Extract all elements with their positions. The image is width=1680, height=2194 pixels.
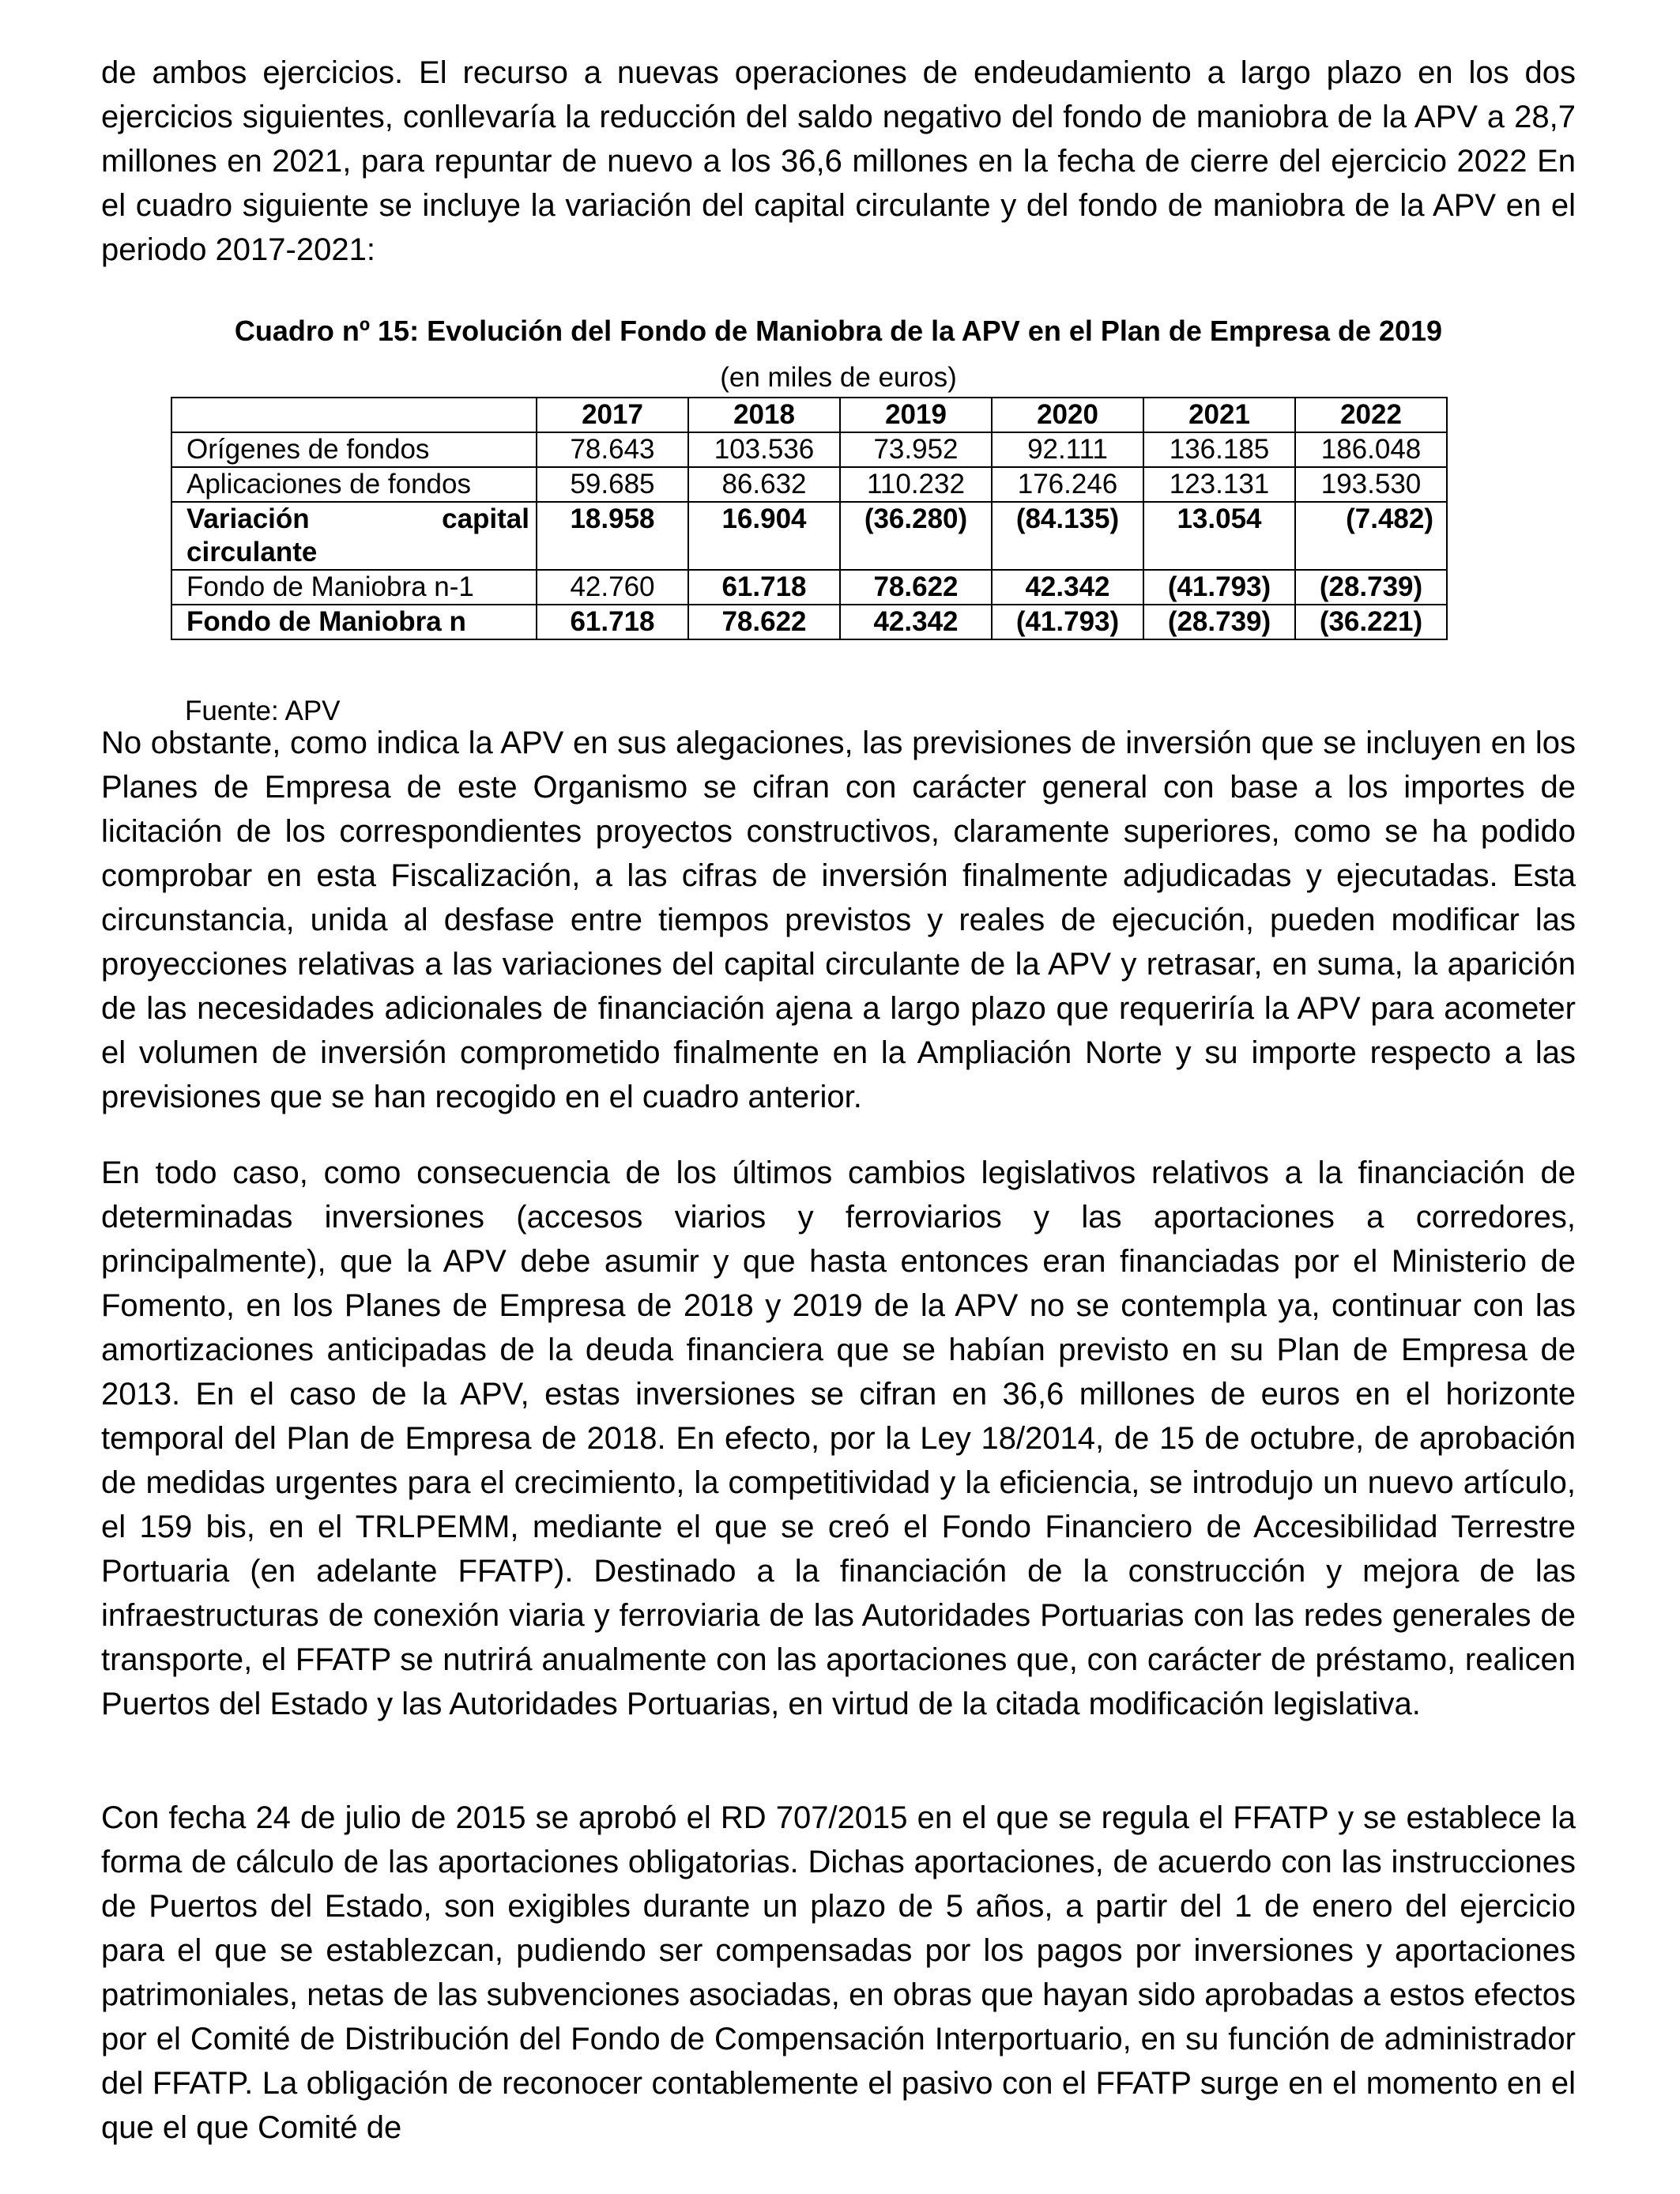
row-label: Fondo de Maniobra n [171, 605, 537, 639]
table-source: Fuente: APV [185, 696, 341, 726]
table-row [171, 605, 1447, 639]
table-cell: 92.111 [992, 432, 1143, 467]
table-cell: 186.048 [1295, 432, 1447, 467]
table-row [171, 432, 1447, 467]
table-cell: 59.685 [537, 467, 688, 502]
table-cell: 123.131 [1143, 467, 1295, 502]
table-cell: (36.221) [1295, 605, 1447, 639]
table-header-empty [171, 398, 537, 432]
table-cell: 61.718 [688, 570, 840, 605]
table-header-row [171, 398, 1447, 432]
table-caption: Cuadro nº 15: Evolución del Fondo de Maniobra de la APV en el Plan de Empresa de 2019 [234, 315, 1443, 347]
table-row [171, 467, 1447, 502]
table-cell: 193.530 [1295, 467, 1447, 502]
row-label [171, 502, 537, 570]
table-cell: 16.904 [688, 502, 840, 570]
table-cell: 18.958 [537, 502, 688, 570]
paragraph-intro: de ambos ejercicios. El recurso a nuevas operaciones de endeudamiento a largo plazo en los dos ejercicios siguientes, conllevaría la reducción del saldo negativo del fondo de maniobra de la APV a 28,7 millones en 2021, para repuntar de nuevo a los 36,6 millones en la fecha de cierre del ejercicio 2022 En el cuadro siguiente se incluye la variación del capital circulante y del fondo de maniobra de la APV en el periodo 2017-2021: [101, 55, 1576, 267]
table-cell: 42.342 [840, 605, 992, 639]
table-cell: (28.739) [1295, 570, 1447, 605]
year-header: 2021 [1143, 398, 1295, 432]
paragraph-second: No obstante, como indica la APV en sus alegaciones, las previsiones de inversión que se incluyen en los Planes de Empresa de este Organismo se cifran con carácter general con base a los importes de licitación de los correspondientes proyectos constructivos, claramente superiores, como se ha podido comprobar en esta Fiscalización, a las cifras de inversión finalmente adjudicadas y ejecutadas. Esta circunstancia, unida al desfase entre tiempos previstos y reales de ejecución, pueden modificar las proyecciones relativas a las variaciones del capital circulante de la APV y retrasar, en suma, la aparición de las necesidades adicionales de financiación ajena a largo plazo que requeriría la APV para acometer el volumen de inversión comprometido finalmente en la Ampliación Norte y su importe respecto a las previsiones que se han recogido en el cuadro anterior. [101, 726, 1576, 1114]
table-cell: 136.185 [1143, 432, 1295, 467]
row-label: Aplicaciones de fondos [171, 467, 537, 502]
year-header: 2022 [1295, 398, 1447, 432]
table-cell: (84.135) [992, 502, 1143, 570]
table-cell: (41.793) [992, 605, 1143, 639]
table-cell: 42.342 [992, 570, 1143, 605]
table-cell: 176.246 [992, 467, 1143, 502]
row-label-word: capital [442, 503, 529, 534]
table-cell: 42.760 [537, 570, 688, 605]
table-cell: 103.536 [688, 432, 840, 467]
table-row [171, 570, 1447, 605]
row-label: Orígenes de fondos [171, 432, 537, 467]
fondo-maniobra-table [171, 397, 1448, 640]
year-header: 2019 [840, 398, 992, 432]
table-row [171, 502, 1447, 570]
table-cell: 61.718 [537, 605, 688, 639]
paragraph-fourth: Con fecha 24 de julio de 2015 se aprobó el RD 707/2015 en el que se regula el FFATP y se establece la forma de cálculo de las aportaciones obligatorias. Dichas aportaciones, de acuerdo con las instrucciones de Puertos del Estado, son exigibles durante un plazo de 5 años, a partir del 1 de enero del ejercicio para el que se establezcan, pudiendo ser compensadas por los pagos por inversiones y aportaciones patrimoniales, netas de las subvenciones asociadas, en obras que hayan sido aprobadas a estos efectos por el Comité de Distribución del Fondo de Compensación Interportuario, en su función de administrador del FFATP. La obligación de reconocer contablemente el pasivo con el FFATP surge en el momento en el que el que Comité de [101, 1800, 1576, 2145]
table-units: (en miles de euros) [720, 362, 957, 393]
table-cell: 110.232 [840, 467, 992, 502]
row-label-word: Variación [186, 503, 310, 534]
year-header: 2017 [537, 398, 688, 432]
table-cell: 86.632 [688, 467, 840, 502]
year-header: 2018 [688, 398, 840, 432]
table-cell: 13.054 [1143, 502, 1295, 570]
table-cell: 78.643 [537, 432, 688, 467]
row-label-word: circulante [186, 537, 318, 567]
table-cell: 78.622 [840, 570, 992, 605]
year-header: 2020 [992, 398, 1143, 432]
table-cell: (7.482) [1295, 502, 1447, 570]
table-cell: (41.793) [1143, 570, 1295, 605]
table-cell: (28.739) [1143, 605, 1295, 639]
paragraph-third: En todo caso, como consecuencia de los últimos cambios legislativos relativos a la financiación de determinadas inversiones (accesos viarios y ferroviarios y las aportaciones a corredores, principalmente), que la APV debe asumir y que hasta entonces eran financiadas por el Ministerio de Fomento, en los Planes de Empresa de 2018 y 2019 de la APV no se contempla ya, continuar con las amortizaciones anticipadas de la deuda financiera que se habían previsto en su Plan de Empresa de 2013. En el caso de la APV, estas inversiones se cifran en 36,6 millones de euros en el horizonte temporal del Plan de Empresa de 2018. En efecto, por la Ley 18/2014, de 15 de octubre, de aprobación de medidas urgentes para el crecimiento, la competitividad y la eficiencia, se introdujo un nuevo artículo, el 159 bis, en el TRLPEMM, mediante el que se creó el Fondo Financiero de Accesibilidad Terrestre Portuaria (en adelante FFATP). Destinado a la financiación de la construcción y mejora de las infraestructuras de conexión viaria y ferroviaria de las Autoridades Portuarias con las redes generales de transporte, el FFATP se nutrirá anualmente con las aportaciones que, con carácter de préstamo, realicen Puertos del Estado y las Autoridades Portuarias, en virtud de la citada modificación legislativa. [101, 1155, 1576, 1721]
row-label: Fondo de Maniobra n-1 [171, 570, 537, 605]
table-cell: 78.622 [688, 605, 840, 639]
table-cell: (36.280) [840, 502, 992, 570]
table-cell: 73.952 [840, 432, 992, 467]
row-label-line [186, 503, 529, 536]
